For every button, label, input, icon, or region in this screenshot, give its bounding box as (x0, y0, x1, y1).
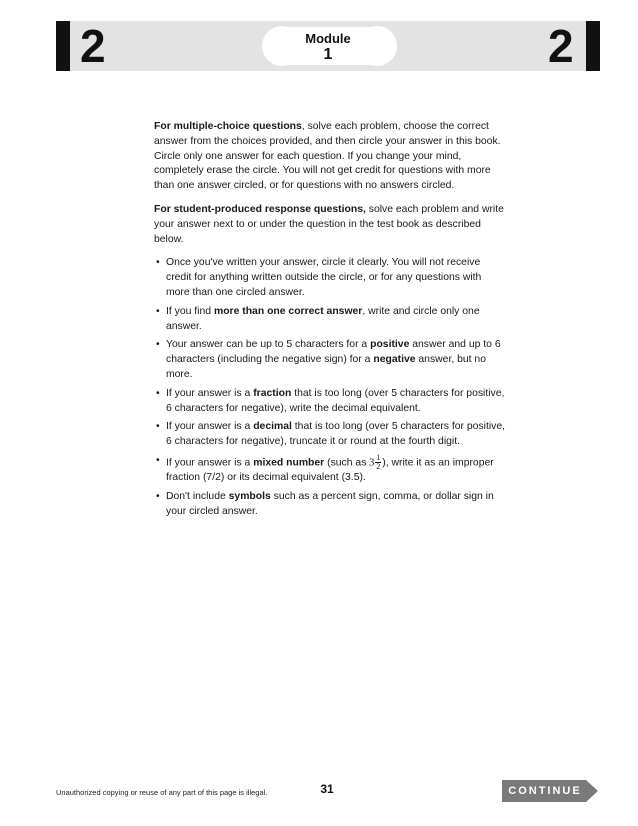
rule-bold: negative (373, 354, 416, 366)
rule-text: that is too long (over 5 characters for positive, 6 characters for negative), truncate it or round at the fourth digit. (166, 421, 506, 448)
rule-text: If your answer is a (166, 387, 254, 399)
section-number-left: 2 (80, 20, 106, 72)
module-number: 1 (323, 46, 333, 63)
rule-text: answer, but no more. (166, 354, 486, 380)
rule-text: Your answer can be up to 5 characters for a (166, 339, 371, 351)
rule-bold: mixed number (253, 457, 325, 469)
list-item (154, 256, 506, 300)
section-number-right: 2 (548, 20, 574, 72)
rule-text: ), write it as an improper fraction (7/2) or its decimal equivalent (3.5). (166, 457, 494, 483)
rule-text: such as a percent sign, comma, or dollar sign in your circled answer. (166, 490, 494, 517)
module-label: Module (305, 31, 351, 46)
rule-text: that is too long (over 5 characters for positive, 6 characters for negative), write the decimal equivalent. (166, 387, 505, 414)
section-bar-right (586, 21, 600, 71)
list-item (154, 387, 506, 417)
rule-text: Don't include (166, 490, 229, 502)
rule-bold: more than one correct answer (213, 305, 363, 317)
mixed-number-whole: 3 (369, 457, 375, 469)
list-item (154, 490, 506, 520)
section-bar-left (56, 21, 70, 71)
rule-bold: symbols (228, 490, 271, 502)
copyright-notice: Unauthorized copying or reuse of any part of this page is illegal. (56, 788, 268, 797)
fraction-numerator: 1 (376, 452, 381, 462)
continue-label: CONTINUE (508, 785, 582, 797)
list-item (154, 305, 506, 335)
list-item (154, 420, 506, 450)
mixed-number-fraction (375, 454, 381, 471)
rule-bold: fraction (253, 387, 292, 399)
mc-instructions (154, 120, 506, 194)
rule-bold: positive (370, 339, 410, 351)
rules-list (154, 256, 506, 519)
rule-text: (such as (324, 457, 370, 469)
fraction-denominator: 2 (376, 461, 381, 471)
rule-text: If you find (166, 305, 214, 317)
spr-heading: For student-produced response questions, (154, 203, 366, 215)
rule-text: If your answer is a (166, 421, 254, 433)
rule-bold: decimal (253, 421, 292, 433)
list-item (154, 454, 506, 486)
list-item (154, 338, 506, 382)
page-number: 31 (320, 782, 334, 796)
spr-instructions (154, 203, 506, 247)
rule-text: If your answer is a (166, 457, 254, 469)
rule-text: Once you've written your answer, circle it clearly. You will not receive credit for anything written outside the circle, or for any questions with more than one circled answer. (166, 257, 482, 298)
instructions (154, 120, 506, 523)
mc-heading: For multiple-choice questions (154, 121, 302, 132)
spr-text: solve each problem and write your answer next to or under the question in the test book as described below. (154, 203, 504, 245)
mc-text: , solve each problem, choose the correct answer from the choices provided, and then circle your answer in this book. Circle only one answer for each question. If you change your mind, completely erase the circle. You will not get credit for questions with more than one answer circled, or for questions with no answers circled. (154, 121, 501, 192)
rule-text: answer and up to 6 characters (including the negative sign) for a (166, 339, 501, 366)
rule-text: , write and circle only one answer. (166, 305, 480, 332)
